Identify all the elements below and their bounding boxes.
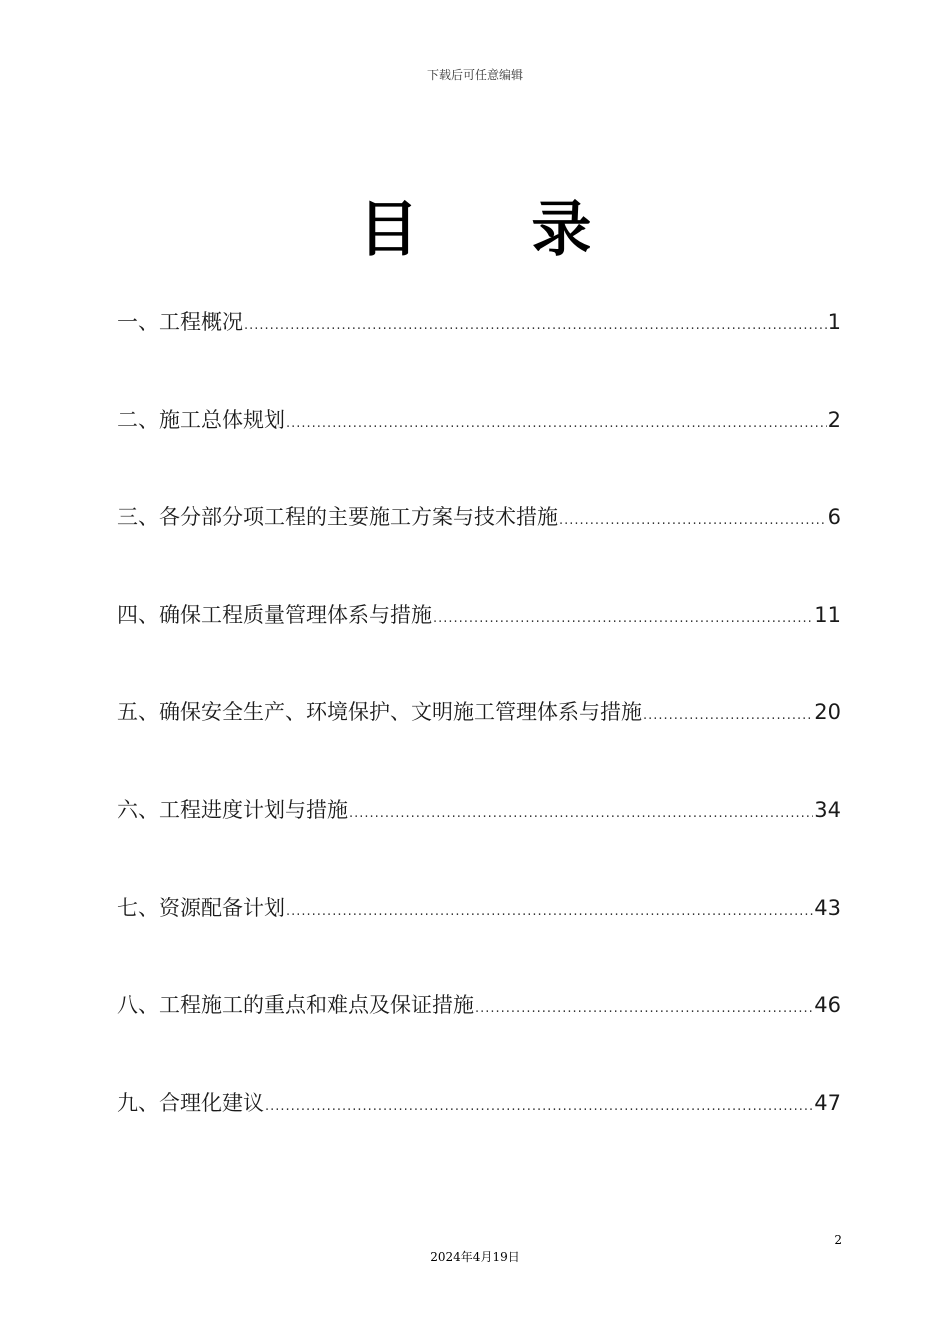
toc-entry-label: 七、资源配备计划 [117, 895, 285, 920]
toc-title: 目 录 [358, 195, 638, 265]
toc-entry-page: 43 [814, 895, 841, 920]
toc-entry-page: 20 [814, 700, 841, 725]
toc-leader-dots [244, 318, 827, 333]
toc-entry-label: 九、合理化建议 [117, 1090, 264, 1115]
toc-leader-dots [643, 708, 813, 723]
toc-leader-dots [349, 806, 813, 821]
toc-entry-label: 二、施工总体规划 [117, 407, 285, 432]
page-header: 下载后可任意编辑 [426, 68, 523, 82]
toc-entry-9[interactable] [117, 1087, 841, 1185]
toc-entry-7[interactable] [117, 892, 841, 990]
toc-entry-1[interactable] [117, 306, 841, 404]
toc-entry-8[interactable] [117, 989, 841, 1087]
toc-entry-page: 2 [827, 407, 841, 432]
toc-leader-dots [559, 513, 827, 528]
toc-entry-label: 八、工程施工的重点和难点及保证措施 [117, 993, 474, 1018]
table-of-contents [117, 306, 841, 1184]
toc-entry-4[interactable] [117, 599, 841, 697]
toc-entry-label: 一、工程概况 [117, 310, 243, 334]
toc-entry-label: 四、确保工程质量管理体系与措施 [117, 602, 432, 627]
toc-leader-dots [286, 416, 827, 431]
toc-entry-page: 46 [814, 993, 841, 1018]
toc-entry-page: 11 [814, 602, 841, 627]
toc-leader-dots [433, 611, 813, 626]
toc-entry-label: 六、工程进度计划与措施 [117, 797, 348, 822]
toc-entry-2[interactable] [117, 404, 841, 502]
toc-entry-page: 1 [827, 310, 841, 334]
toc-leader-dots [265, 1099, 813, 1114]
footer-date: 2024年4月19日 [430, 1250, 520, 1264]
toc-leader-dots [475, 1001, 813, 1016]
toc-leader-dots [286, 904, 813, 919]
page-number: 2 [834, 1233, 842, 1247]
toc-entry-label: 三、各分部分项工程的主要施工方案与技术措施 [117, 505, 558, 530]
toc-entry-5[interactable] [117, 696, 841, 794]
toc-entry-page: 6 [827, 505, 841, 530]
toc-entry-page: 47 [814, 1090, 841, 1115]
toc-entry-3[interactable] [117, 501, 841, 599]
toc-entry-6[interactable] [117, 794, 841, 892]
toc-entry-page: 34 [814, 797, 841, 822]
toc-entry-label: 五、确保安全生产、环境保护、文明施工管理体系与措施 [117, 700, 642, 725]
